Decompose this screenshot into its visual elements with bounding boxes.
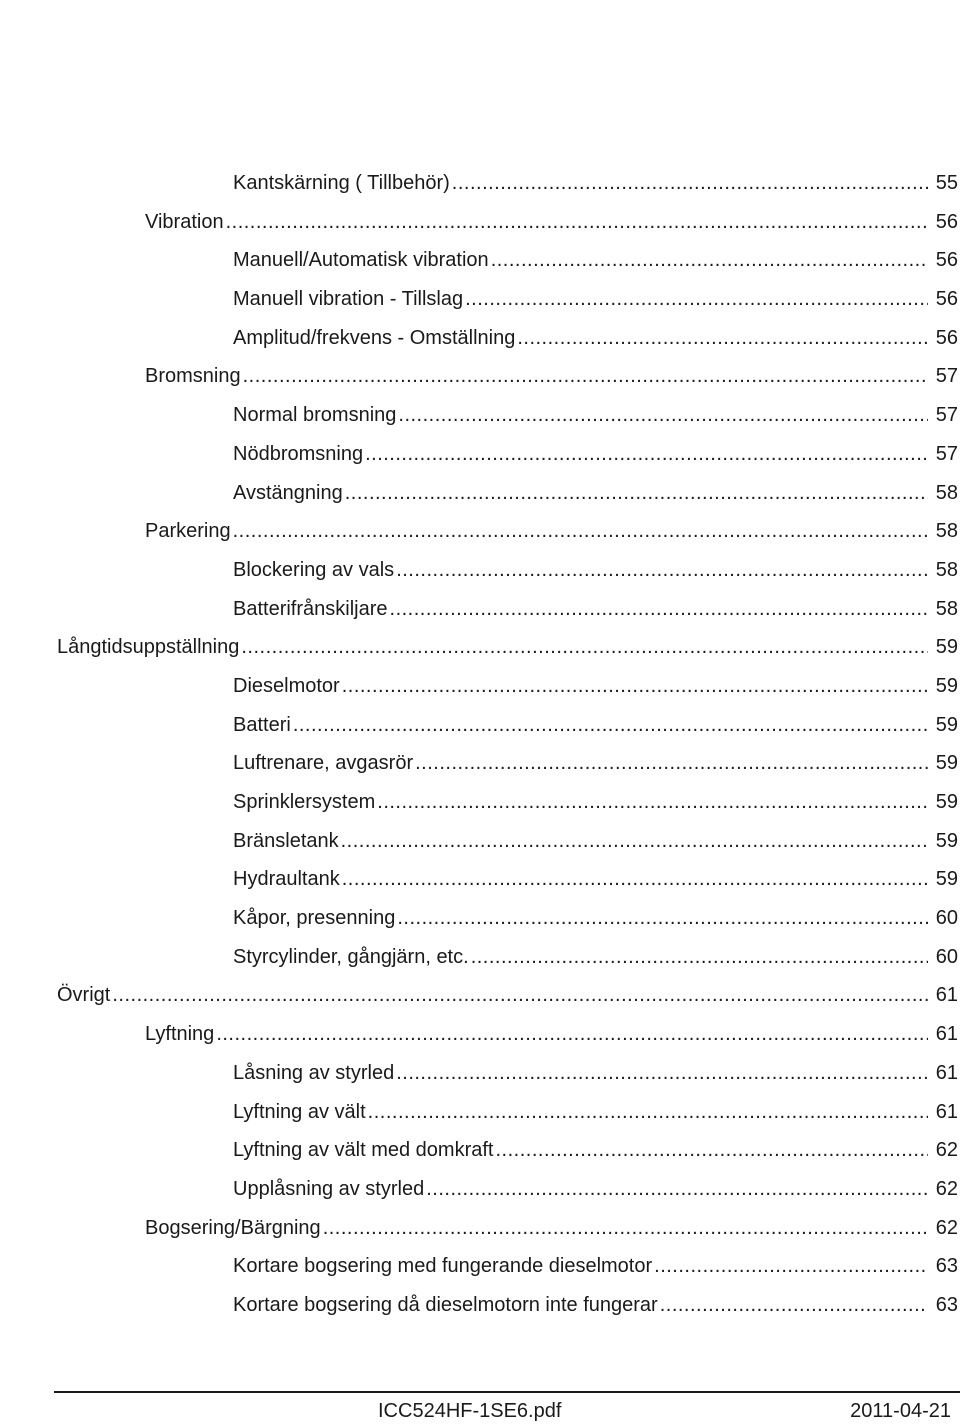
toc-entry-page: 57: [935, 365, 958, 388]
toc-dot-leader: [496, 1131, 929, 1170]
toc-entry[interactable]: [0, 1093, 960, 1132]
toc-entry-title: Styrcylinder, gångjärn, etc.: [233, 945, 469, 968]
toc-entry[interactable]: [0, 783, 960, 822]
toc-entry[interactable]: [0, 899, 960, 938]
toc-entry-title: Batterifrånskiljare: [233, 597, 388, 620]
toc-entry-title: Parkering: [145, 520, 231, 543]
toc-dot-leader: [345, 474, 928, 513]
toc-entry-page: 59: [935, 829, 958, 852]
toc-dot-leader: [465, 280, 928, 319]
toc-entry-title: Hydraultank: [233, 868, 340, 891]
toc-dot-leader: [241, 628, 928, 667]
toc-entry-title: Dieselmotor: [233, 674, 340, 697]
toc-entry[interactable]: [0, 1015, 960, 1054]
toc-entry[interactable]: [0, 241, 960, 280]
toc-entry-page: 59: [935, 636, 958, 659]
toc-entry-title: Bromsning: [145, 365, 241, 388]
toc-entry-title: Upplåsning av styrled: [233, 1177, 425, 1200]
toc-entry-page: 63: [935, 1293, 958, 1316]
toc-entry-page: 62: [935, 1177, 958, 1200]
toc-entry[interactable]: [0, 319, 960, 358]
toc-entry[interactable]: [0, 203, 960, 242]
toc-dot-leader: [226, 203, 928, 242]
toc-entry-page: 62: [935, 1216, 958, 1239]
toc-entry[interactable]: [0, 1286, 960, 1325]
footer-divider: [54, 1391, 960, 1393]
toc-entry[interactable]: [0, 938, 960, 977]
toc-entry-title: Bränsletank: [233, 829, 339, 852]
toc-entry-page: 58: [935, 558, 958, 581]
toc-entry-page: 56: [935, 326, 958, 349]
toc-entry[interactable]: [0, 551, 960, 590]
toc-entry-page: 56: [935, 210, 958, 233]
toc-entry-title: Låsning av styrled: [233, 1061, 395, 1084]
toc-dot-leader: [471, 938, 928, 977]
toc-entry[interactable]: [0, 396, 960, 435]
toc-dot-leader: [341, 822, 928, 861]
toc-dot-leader: [398, 396, 928, 435]
toc-entry[interactable]: [0, 435, 960, 474]
toc-entry-page: 60: [935, 907, 958, 930]
toc-entry[interactable]: [0, 474, 960, 513]
toc-dot-leader: [323, 1209, 928, 1248]
toc-entry-page: 61: [935, 1100, 958, 1123]
toc-entry[interactable]: [0, 590, 960, 629]
toc-entry-title: Manuell vibration - Tillslag: [233, 288, 464, 311]
toc-entry-title: Luftrenare, avgasrör: [233, 752, 414, 775]
toc-entry-title: Lyftning av vält: [233, 1100, 366, 1123]
toc-dot-leader: [517, 319, 928, 358]
toc-entry-page: 58: [935, 481, 958, 504]
toc-dot-leader: [233, 512, 928, 551]
toc-entry-page: 63: [935, 1255, 958, 1278]
toc-entry-title: Kantskärning ( Tillbehör): [233, 172, 450, 194]
toc-entry[interactable]: [0, 164, 960, 203]
toc-dot-leader: [491, 241, 928, 280]
toc-entry-page: 61: [935, 1061, 958, 1084]
toc-entry-page: 59: [935, 868, 958, 891]
toc-entry-title: Manuell/Automatisk vibration: [233, 249, 489, 272]
toc-entry[interactable]: [0, 860, 960, 899]
toc-entry-page: 57: [935, 404, 958, 427]
toc-dot-leader: [426, 1170, 928, 1209]
toc-entry-title: Kåpor, presenning: [233, 907, 396, 930]
toc-entry[interactable]: [0, 280, 960, 319]
toc-entry[interactable]: [0, 976, 960, 1015]
toc-entry-title: Lyftning av vält med domkraft: [233, 1139, 494, 1162]
toc-dot-leader: [342, 860, 928, 899]
toc-entry-page: 59: [935, 713, 958, 736]
toc-entry[interactable]: [0, 1209, 960, 1248]
toc-entry-page: 59: [935, 791, 958, 813]
toc-dot-leader: [396, 551, 928, 590]
toc-entry-title: Kortare bogsering med fungerande dieselmotor: [233, 1255, 653, 1278]
toc-entry-page: 61: [935, 984, 958, 1007]
toc-entry-title: Bogsering/Bärgning: [145, 1216, 321, 1239]
toc-dot-leader: [452, 164, 928, 203]
toc-dot-leader: [342, 667, 928, 706]
toc-entry-title: Långtidsuppställning: [57, 636, 240, 659]
toc-dot-leader: [293, 706, 928, 745]
toc-entry[interactable]: [0, 1170, 960, 1209]
toc-entry-title: Amplitud/frekvens - Omställning: [233, 326, 516, 349]
toc-entry-page: 55: [935, 172, 958, 194]
toc-dot-leader: [243, 357, 928, 396]
toc-entry-title: Lyftning: [145, 1023, 215, 1046]
toc-entry-title: Avstängning: [233, 481, 343, 504]
footer-filename: ICC524HF-1SE6.pdf: [378, 1400, 562, 1422]
toc-entry-page: 60: [935, 945, 958, 968]
footer-date: 2011-04-21: [850, 1400, 951, 1422]
toc-entry[interactable]: [0, 706, 960, 745]
toc-dot-leader: [112, 976, 928, 1015]
toc-entry-page: 59: [935, 752, 958, 775]
toc-entry-page: 58: [935, 597, 958, 620]
toc-entry[interactable]: [0, 667, 960, 706]
toc-entry[interactable]: [0, 1131, 960, 1170]
toc-dot-leader: [365, 435, 928, 474]
toc-entry[interactable]: [0, 822, 960, 861]
toc-entry-title: Blockering av vals: [233, 558, 395, 581]
toc-entry[interactable]: [0, 1247, 960, 1286]
toc-dot-leader: [368, 1093, 928, 1132]
toc-dot-leader: [390, 590, 928, 629]
toc-entry-title: Kortare bogsering då dieselmotorn inte fungerar: [233, 1293, 658, 1316]
toc-entry-page: 61: [935, 1023, 958, 1046]
toc-dot-leader: [654, 1247, 928, 1286]
toc-entry-page: 58: [935, 520, 958, 543]
toc-entry-title: Nödbromsning: [233, 442, 364, 465]
toc-entry-page: 56: [935, 249, 958, 272]
toc-entry-title: Övrigt: [57, 984, 111, 1007]
toc-entry[interactable]: [0, 512, 960, 551]
toc-entry[interactable]: [0, 628, 960, 667]
toc-entry-title: Batteri: [233, 713, 291, 736]
toc-entry-page: 59: [935, 674, 958, 697]
toc-entry[interactable]: [0, 744, 960, 783]
toc-entry-page: 62: [935, 1139, 958, 1162]
toc-dot-leader: [415, 744, 928, 783]
toc-dot-leader: [216, 1015, 928, 1054]
toc-dot-leader: [660, 1286, 928, 1325]
toc-entry-page: 57: [935, 442, 958, 465]
toc-entry[interactable]: [0, 357, 960, 396]
toc-entry-title: Normal bromsning: [233, 404, 397, 427]
table-of-contents: [0, 164, 960, 1325]
toc-entry-title: Vibration: [145, 210, 224, 233]
toc-dot-leader: [396, 1054, 928, 1093]
toc-entry[interactable]: [0, 1054, 960, 1093]
toc-entry-page: 56: [935, 288, 958, 311]
toc-dot-leader: [397, 899, 928, 938]
toc-entry-title: Sprinklersystem: [233, 791, 376, 813]
toc-dot-leader: [377, 783, 928, 822]
